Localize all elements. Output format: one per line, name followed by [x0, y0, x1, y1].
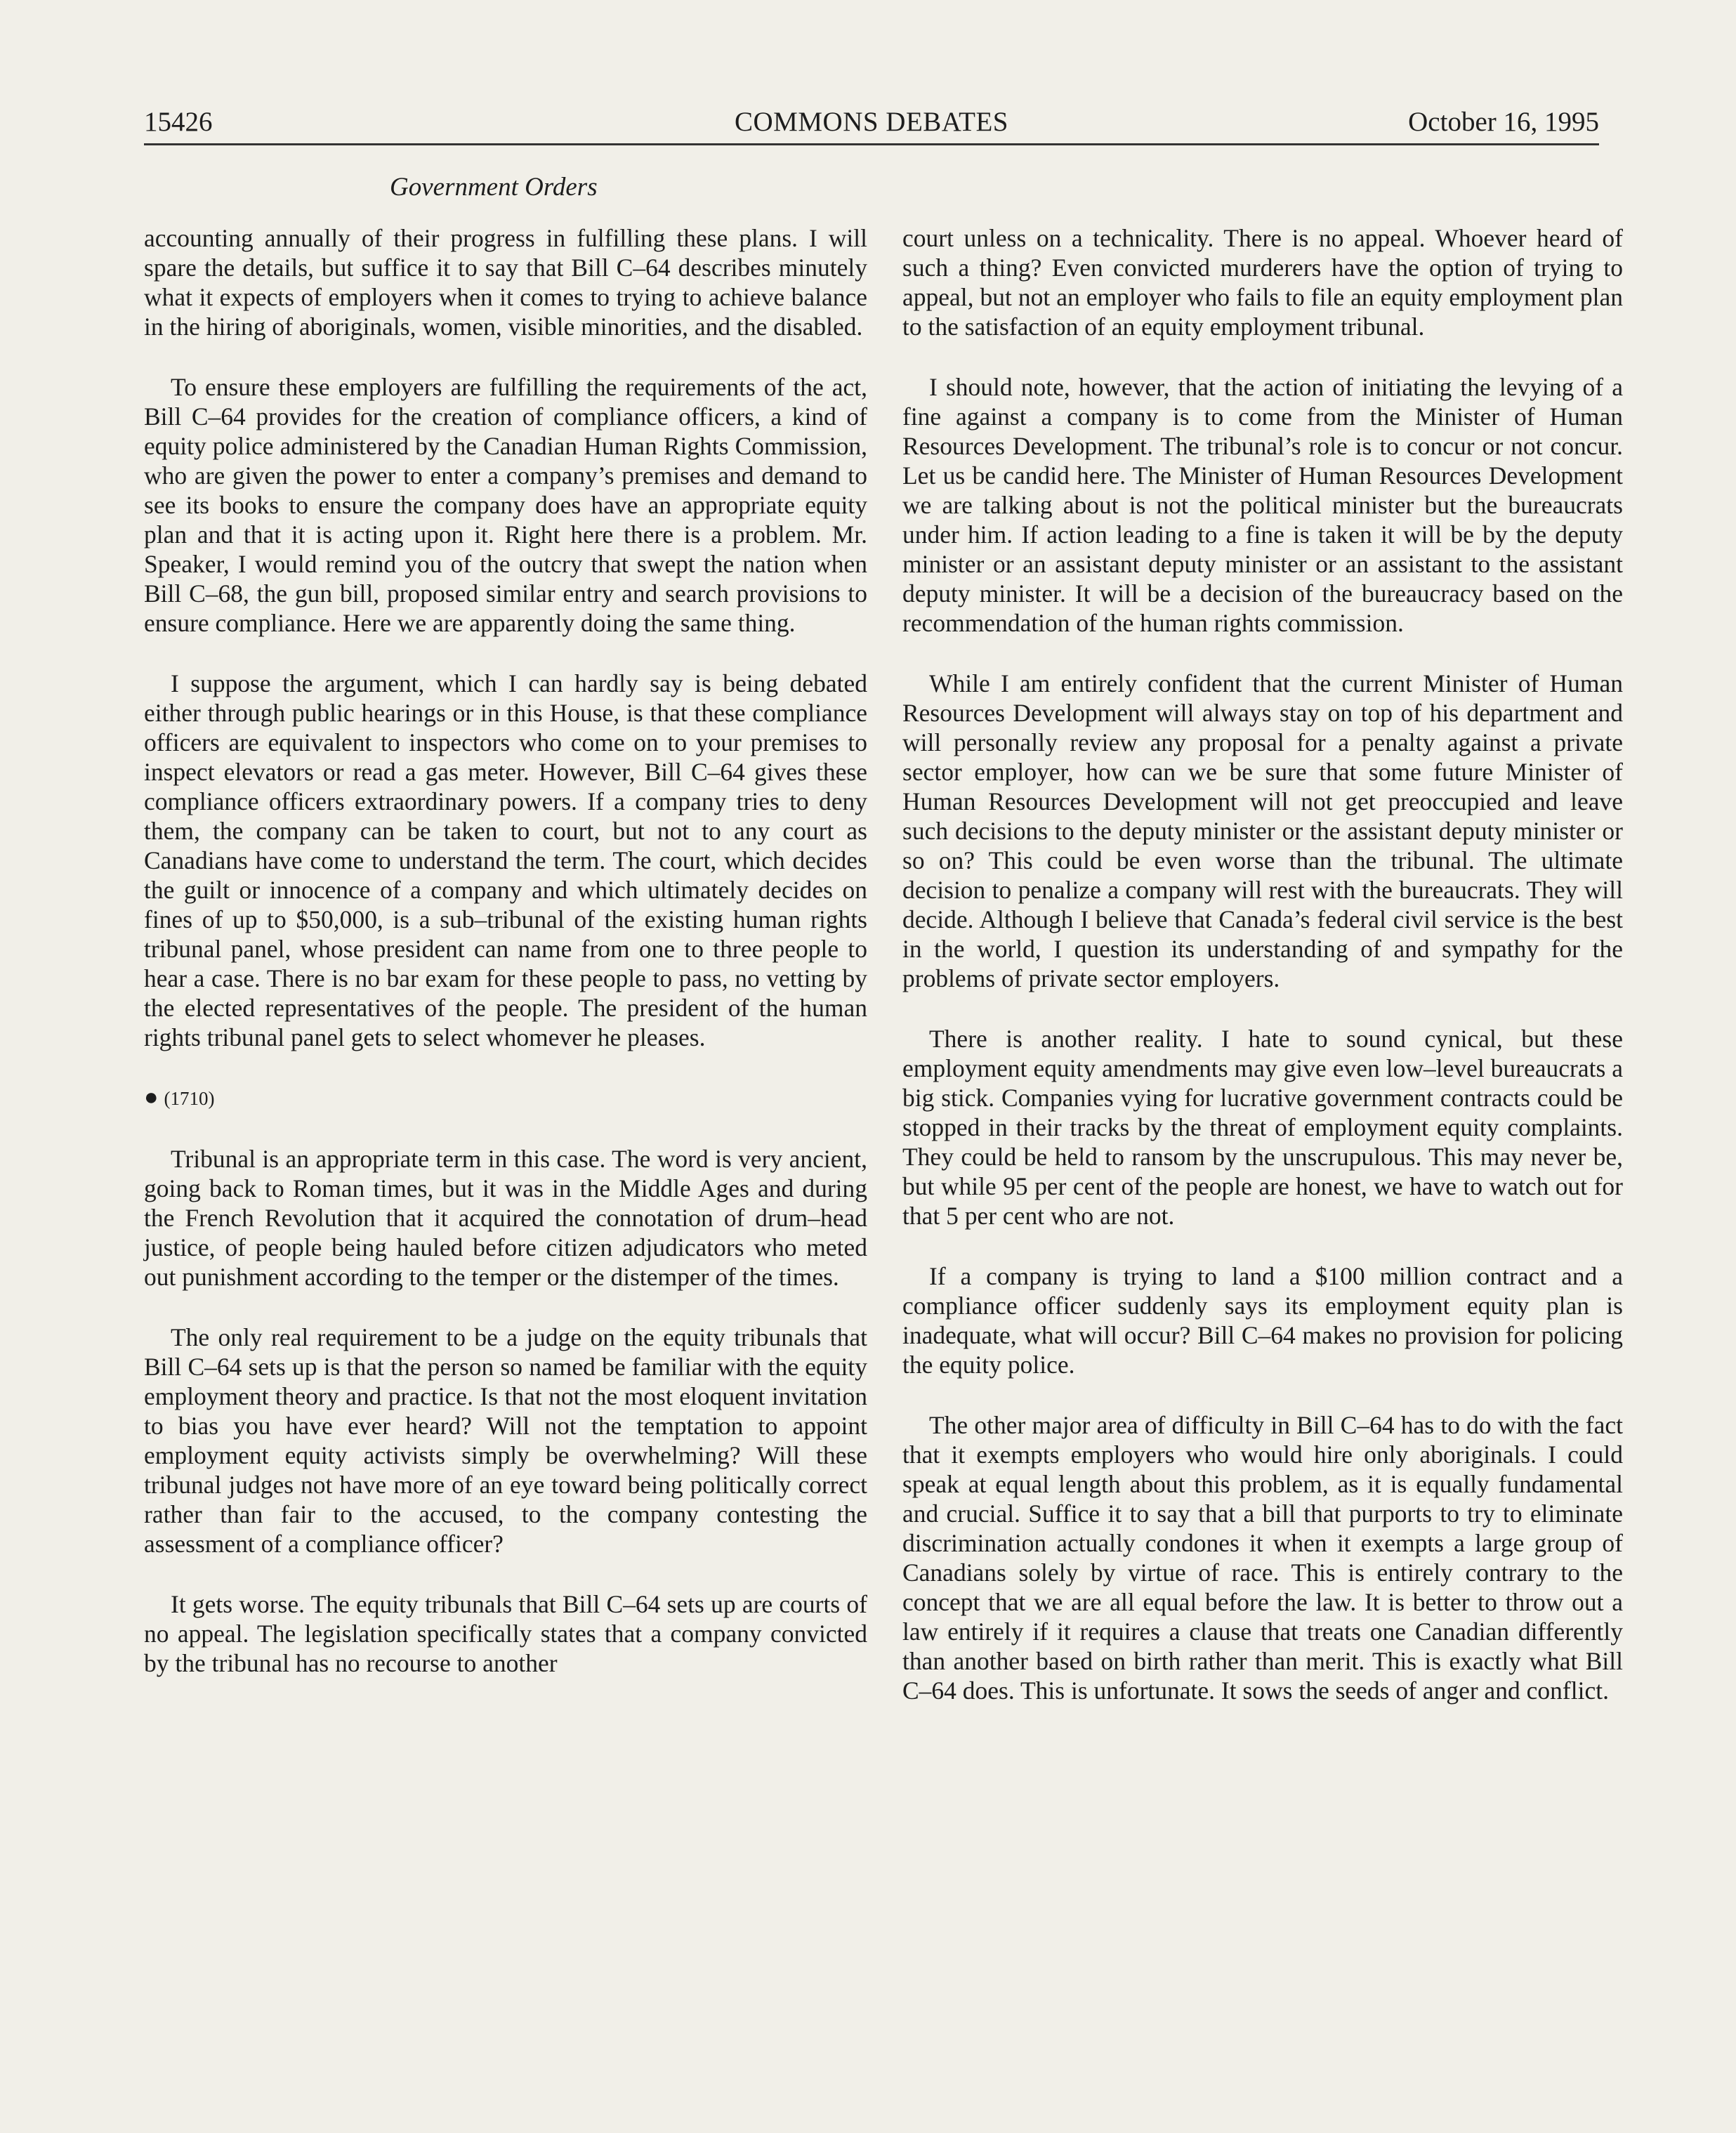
right-column [902, 223, 1623, 1736]
left-column [144, 223, 867, 1709]
paragraph: The other major area of difficulty in Bill C–64 has to do with the fact that it exempts employers who would hire only aboriginals. I could speak at equal length about this problem, as it is equally fundamental and crucial. Suffice it to say that a bill that purports to try to eliminate discrimination actually condones it when it exempts a large group of Canadians solely by virtue of race. This is entirely contrary to the concept that we are all equal before the law. It is better to throw out a law entirely if it requires a clause that treats one Canadian differently than another based on birth rather than merit. This is exactly what Bill C–64 does. This is unfortunate. It sows the seeds of anger and conflict. [902, 1411, 1623, 1705]
paragraph: court unless on a technicality. There is no appeal. Whoever heard of such a thing? Even convicted murderers have the option of trying to appeal, but not an employer who fails to file an equity employment plan to the satisfaction of an equity employment tribunal. [902, 224, 1623, 341]
paragraph: To ensure these employers are fulfilling the requirements of the act, Bill C–64 provides for the creation of compliance officers, a kind of equity police administered by the Canadian Human Rights Commission, who are given the power to enter a company’s premises and demand to see its books to ensure the company does have an appropriate equity plan and that it is acting upon it. Right here there is a problem. Mr. Speaker, I would remind you of the outcry that swept the nation when Bill C–68, the gun bill, proposed similar entry and search provisions to ensure compliance. Here we are apparently doing the same thing. [144, 373, 867, 637]
paragraph: accounting annually of their progress in fulfilling these plans. I will spare the details, but suffice it to say that Bill C–64 describes minutely what it expects of employers when it comes to trying to achieve balance in the hiring of aboriginals, women, visible minorities, and the disabled. [144, 224, 867, 341]
journal-title: COMMONS DEBATES [735, 107, 1008, 137]
page-header [144, 103, 1599, 142]
paragraph: I should note, however, that the action of initiating the levying of a fine against a company is to come from the Minister of Human Resources Development. The tribunal’s role is to concur or not concur. Let us be candid here. The Minister of Human Resources Development we are talking about is not the political minister but the bureaucrats under him. If action leading to a fine is taken it will be by the deputy minister or an assistant deputy minister or an assistant to the assistant deputy minister. It will be a decision of the bureaucracy based on the recommendation of the human rights commission. [902, 373, 1623, 637]
bullet-icon: ● [144, 1084, 159, 1110]
paragraph: Tribunal is an appropriate term in this case. The word is very ancient, going back to Roman times, but it was in the Middle Ages and during the French Revolution that it acquired the connotation of drum–head justice, of people being hauled before citizen adjudicators who meted out punishment according to the temper or the distemper of the times. [144, 1145, 867, 1291]
publication-date: October 16, 1995 [1408, 107, 1599, 137]
paragraph: There is another reality. I hate to sound cynical, but these employment equity amendments may give even low–level bureaucrats a big stick. Companies vying for lucrative government contracts could be stopped in their tracks by the threat of employment equity complaints. They could be held to ransom by the unscrupulous. This may never be, but while 95 per cent of the people are honest, we have to watch out for that 5 per cent who are not. [902, 1025, 1623, 1230]
paragraph: If a company is trying to land a $100 million contract and a compliance officer suddenly says its employment equity plan is inadequate, what will occur? Bill C–64 makes no provision for policing the equity police. [902, 1262, 1623, 1379]
timestamp-text: (1710) [164, 1088, 215, 1109]
paragraph: While I am entirely confident that the current Minister of Human Resources Development will always stay on top of his department and will personally review any proposal for a penalty against a private sector employer, how can we be sure that some future Minister of Human Resources Development will not get preoccupied and leave such decisions to the deputy minister or the assistant deputy minister or so on? This could be even worse than the tribunal. The ultimate decision to penalize a company will rest with the bureaucrats. They will decide. Although I believe that Canada’s federal civil service is the best in the world, I question its understanding of and sympathy for the problems of private sector employers. [902, 669, 1623, 992]
paragraph: I suppose the argument, which I can hardly say is being debated either through public hearings or in this House, is that these compliance officers are equivalent to inspectors who come on to your premises to inspect elevators or read a gas meter. However, Bill C–64 gives these compliance officers extraordinary powers. If a company tries to deny them, the company can be taken to court, but not to any court as Canadians have come to understand the term. The court, which decides the guilt or innocence of a company and which ultimately decides on fines of up to $50,000, is a sub–tribunal of the existing human rights tribunal panel, whose president can name from one to three people to hear a case. There is no bar exam for these people to pass, no vetting by the elected representatives of the people. The president of the human rights tribunal panel gets to select whomever he pleases. [144, 669, 867, 1051]
paragraph: It gets worse. The equity tribunals that Bill C–64 sets up are courts of no appeal. The legislation specifically states that a company convicted by the tribunal has no recourse to another [144, 1590, 867, 1677]
header-rule [144, 143, 1599, 145]
paragraph: The only real requirement to be a judge on the equity tribunals that Bill C–64 sets up is that the person so named be familiar with the equity employment theory and practice. Is that not the most eloquent invitation to bias you have ever heard? Will not the temptation to appoint employment equity activists simply be overwhelming? Will these tribunal judges not have more of an eye toward being politically correct rather than fair to the accused, to the company contesting the assessment of a compliance officer? [144, 1323, 867, 1558]
page-number: 15426 [144, 107, 213, 137]
timestamp-marker [144, 1083, 867, 1113]
section-title: Government Orders [390, 173, 598, 202]
